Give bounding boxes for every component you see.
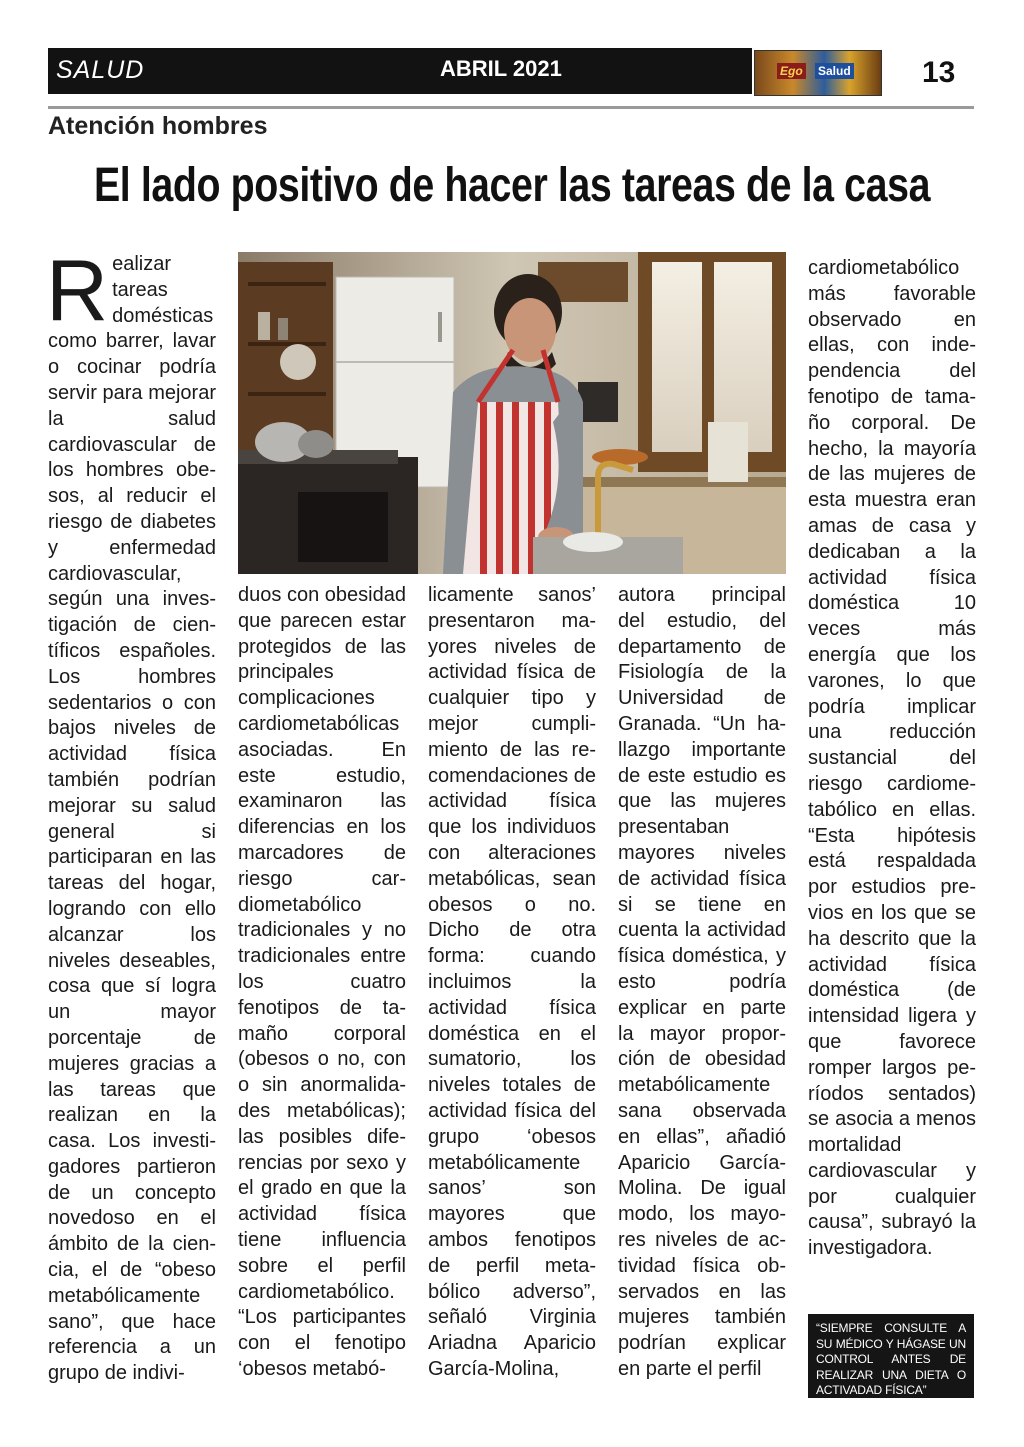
article-column-5: cardiometabólico más favorable observado en ellas, con independencia del fenotipo de tamaño corporal. De hecho, la mayoría de las mujeres de esta muestra eran amas de casa y dedicaban a la actividad física doméstica 10 veces más energía que los varones, lo que podría implicar una reducción sustancial del riesgo cardiometabólico en ellas. “Esta hipótesis está respaldada por estudios previos en los que se ha descrito que la actividad física doméstica (de intensidad ligera y que favorece romper largos períodos sentados) se asocia a menos mortalidad cardiovascular y por cualquier causa”, subrayó la investigadora. xyxy=(808,257,976,1260)
publication-logo xyxy=(754,50,882,96)
section-label: SALUD xyxy=(56,56,145,84)
article-column-4: autora principal del estudio, del departamento de Fisiología de la Universidad de Granada. “Un hallazgo importante de este estudio es que las mujeres presentaban mayores niveles de actividad física si se tiene en cuenta la actividad física doméstica, y esto podría explicar en parte la mayor proporción de obesidad metabólicamente sana observada en ellas”, añadió Aparicio García-Molina. De igual modo, los mayores niveles de actividad física observados en las mujeres también podrían explicar en parte el perfil xyxy=(618,584,786,1380)
advisory-callout: “SIEMPRE CONSULTE A SU MÉDICO Y HÁGASE UN CONTROL ANTES DE REALIZAR UNA DIETA O ACTIVADAD FÍSICA” xyxy=(808,1314,974,1398)
article-kicker: Atención hombres xyxy=(48,112,268,140)
issue-date: ABRIL 2021 xyxy=(440,56,562,81)
article-column-2: duos con obesidad que parecen estar protegidos de las principales complicaciones cardiometabólicas asociadas. En este estudio, examinaron las diferencias en los marcadores de riesgo cardiometabólico tradicionales y no tradicionales entre los cuatro fenotipos de tamaño corporal (obesos o no, con o sin anormalidades metabólicas); las posibles diferencias por sexo y el grado en que la actividad física tiene influencia sobre el perfil cardiometabólico. “Los participantes con el fenotipo ‘obesos metabó- xyxy=(238,584,406,1380)
logo-text-ego: Ego xyxy=(777,63,806,79)
kitchen-photo-illustration xyxy=(238,252,786,574)
column-1-text: ealizar tareas domésticas como barrer, lavar o cocinar podría servir para mejorar la salud cardiovascular de los hombres obesos, al reducir el riesgo de diabetes y enfermedad cardiovascular, según una investigación de científicos españoles. Los hombres sedentarios o con bajos niveles de actividad física también podrían mejorar su salud general si participaran en las tareas del hogar, logrando con ello alcanzar los niveles deseables, cosa que sí logra un mayor porcentaje de mujeres gracias a las tareas que realizan en la casa. Los investigadores partieron de un concepto novedoso en el ámbito de la ciencia, el de “obeso metabólicamente sano”, que hace referencia a un grupo de indivi- xyxy=(48,253,216,1385)
page-number: 13 xyxy=(922,56,956,89)
header-rule xyxy=(48,106,974,109)
drop-cap: R xyxy=(46,243,109,339)
article-column-3: licamente sanos’ presentaron mayores niveles de actividad física de cualquier tipo y mejor cumplimiento de las recomendaciones de actividad física que los individuos con alteraciones metabólicas, sean obesos o no. Dicho de otra forma: cuando incluimos la actividad física doméstica en el sumatorio, los niveles totales de actividad física del grupo ‘obesos metabólicamente sanos’ son mayores que ambos fenotipos de perfil metabólico adverso”, señaló Virginia Ariadna Aparicio García-Molina, xyxy=(428,584,596,1380)
header-bar xyxy=(48,48,752,94)
article-column-1 xyxy=(46,243,216,1387)
article-headline: El lado positivo de hacer las tareas de la casa xyxy=(93,159,931,212)
logo-text-salud: Salud xyxy=(815,63,854,79)
article-photo xyxy=(238,252,786,574)
